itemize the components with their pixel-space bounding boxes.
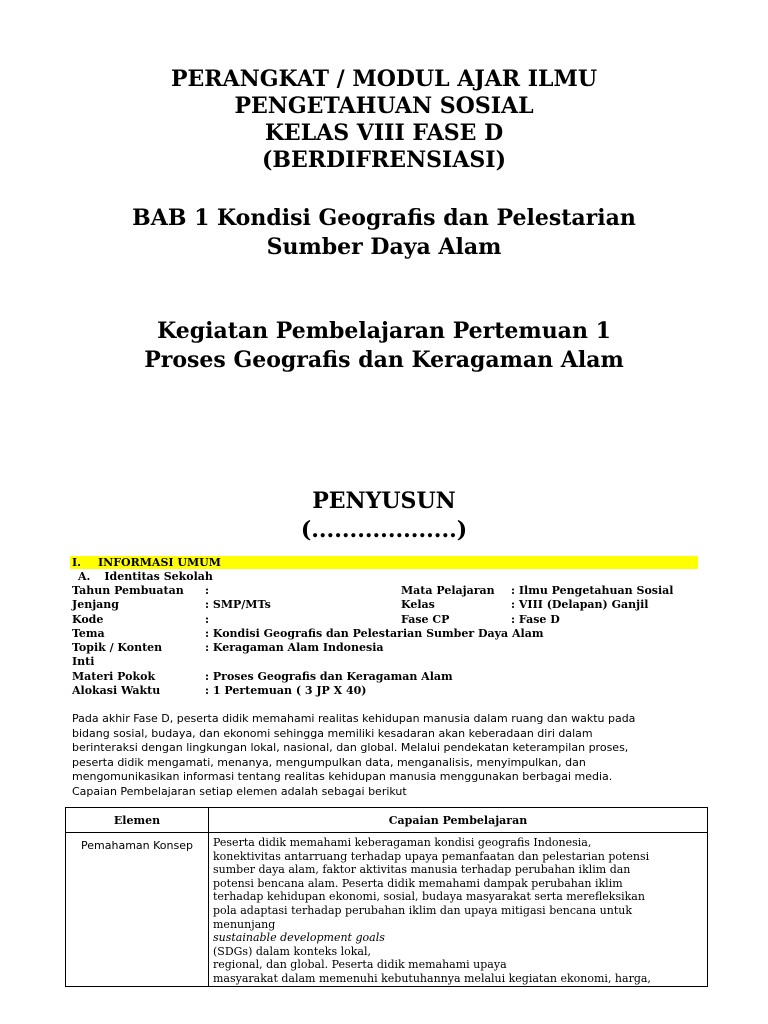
module-title-line-1: PERANGKAT / MODUL AJAR ILMU (170, 66, 598, 92)
capaian-cell (209, 833, 708, 987)
tema-label: Tema (72, 627, 105, 640)
author-name: (...................) (300, 517, 468, 543)
tahun-value: : (205, 584, 210, 597)
topik-value: : Keragaman Alam Indonesia (205, 641, 384, 654)
materi-value: : Proses Geografis dan Keragaman Alam (205, 670, 453, 683)
learning-outcome-paragraph (72, 712, 712, 800)
tema-value: : Kondisi Geografis dan Pelestarian Sumber Daya Alam (205, 627, 544, 640)
kelas-value: : VIII (Delapan) Ganjil (511, 598, 649, 611)
section-number: I. (72, 556, 81, 569)
alokasi-label: Alokasi Waktu (72, 684, 161, 697)
jenjang-label: Jenjang (72, 598, 119, 611)
subsection-title: Identitas Sekolah (104, 570, 213, 583)
kelas-label: Kelas (401, 598, 435, 611)
capaian-line: terhadap kehidupan ekonomi, sosial, budaya masyarakat serta merefleksikan (213, 890, 645, 904)
capaian-line: sumber daya alam, faktor aktivitas manusia terhadap perubahan iklim dan (213, 863, 631, 877)
topik-label-line-1: Topik / Konten (72, 641, 163, 654)
paragraph-line: bidang sosial, budaya, dan ekonomi sehingga memiliki kesadaran akan keberadaan diri dalam (72, 726, 593, 740)
header-elemen: Elemen (66, 808, 209, 833)
paragraph-line: peserta didik mengamati, menanya, mengumpulkan data, menganalisis, menyimpulkan, dan (72, 755, 586, 769)
paragraph-line: berinteraksi dengan lingkungan lokal, nasional, dan global. Melalui pendekatan keterampilan proses, (72, 741, 629, 755)
kode-value: : (205, 613, 210, 626)
paragraph-line: mengomunikasikan informasi tentang realitas kehidupan manusia menggunakan berbagai media. (72, 770, 613, 784)
subsection-letter: A. (78, 570, 91, 583)
capaian-line: potensi bencana alam. Peserta didik memahami dampak perubahan iklim (213, 876, 623, 890)
capaian-line-text: menunjang (213, 917, 276, 931)
topik-label-line-2: Inti (72, 655, 95, 668)
capaian-line: Peserta didik memahami keberagaman kondisi geografis Indonesia, (213, 836, 592, 849)
mapel-label: Mata Pelajaran (401, 584, 495, 597)
jenjang-value: : SMP/MTs (205, 598, 271, 611)
module-title-line-3: KELAS VIII FASE D (264, 120, 504, 146)
elemen-cell: Pemahaman Konsep (66, 833, 209, 987)
header-capaian: Capaian Pembelajaran (209, 808, 708, 833)
tahun-label: Tahun Pembuatan (72, 584, 184, 597)
subsection-heading (78, 570, 213, 584)
fase-label: Fase CP (401, 613, 450, 626)
paragraph-line: Pada akhir Fase D, peserta didik memahami realitas kehidupan manusia dalam ruang dan waktu pada (72, 712, 636, 725)
table-row (66, 833, 708, 987)
activity-title-line-2: Proses Geografis dan Keragaman Alam (144, 347, 624, 373)
section-title: INFORMASI UMUM (98, 556, 221, 569)
kode-label: Kode (72, 613, 104, 626)
chapter-title-line-2: Sumber Daya Alam (266, 234, 502, 260)
module-title-line-4: (BERDIFRENSIASI) (261, 147, 507, 173)
learning-outcome-table (65, 807, 708, 987)
section-heading (70, 556, 698, 569)
capaian-line: regional, dan global. Peserta didik memahami upaya (213, 958, 507, 972)
capaian-line: pola adaptasi terhadap perubahan iklim dan upaya mitigasi bencana untuk (213, 903, 633, 917)
capaian-line: konektivitas antarruang terhadap upaya pemanfaatan dan pelestarian potensi (213, 849, 650, 863)
capaian-line (213, 918, 703, 959)
table-header-row (66, 808, 708, 833)
mapel-value: : Ilmu Pengetahuan Sosial (511, 584, 674, 597)
activity-title-line-1: Kegiatan Pembelajaran Pertemuan 1 (157, 318, 611, 344)
author-label: PENYUSUN (312, 488, 456, 514)
fase-value: : Fase D (511, 613, 560, 626)
capaian-line: masyarakat dalam memenuhi kebutuhannya melalui kegiatan ekonomi, harga, (213, 971, 651, 985)
module-title-line-2: PENGETAHUAN SOSIAL (234, 93, 534, 119)
sdgs-italic-text: sustainable development goals (213, 931, 385, 945)
materi-label: Materi Pokok (72, 670, 156, 683)
chapter-title-line-1: BAB 1 Kondisi Geografis dan Pelestarian (132, 205, 636, 231)
paragraph-line: Capaian Pembelajaran setiap elemen adalah sebagai berikut (72, 784, 407, 798)
capaian-line-text: (SDGs) dalam konteks lokal, (213, 944, 371, 958)
alokasi-value: : 1 Pertemuan ( 3 JP X 40) (205, 684, 367, 697)
